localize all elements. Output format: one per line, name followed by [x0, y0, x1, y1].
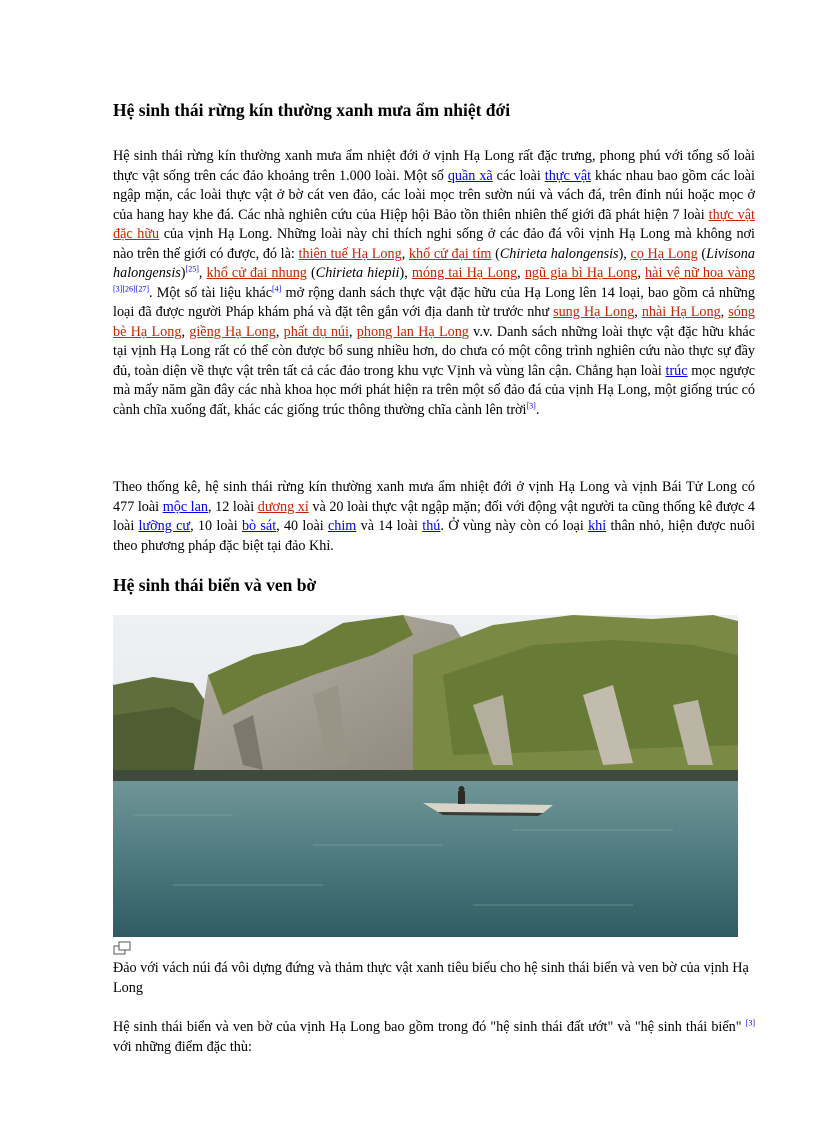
link-nhai-ha-long[interactable]: nhài Hạ Long	[641, 304, 721, 320]
link-kho-cu-dai-nhung[interactable]: khổ cử đai nhung	[206, 265, 307, 281]
link-moc-lan[interactable]: mộc lan	[162, 498, 209, 515]
ref-3-marine[interactable]: [3]	[745, 1018, 755, 1028]
link-kho-cu-dai-tim[interactable]: khổ cử đại tím	[408, 245, 492, 262]
link-duong-xi[interactable]: dương xỉ	[257, 498, 309, 515]
link-quan-xa[interactable]: quần xã	[447, 167, 493, 184]
link-bo-sat[interactable]: bò sát	[241, 518, 277, 534]
marine-paragraph-1: Hệ sinh thái biển và ven bờ của vịnh Hạ Long bao gồm trong đó "hệ sinh thái đất ướt" và "hệ sinh thái biển" [3] với những điểm đặc thù:	[113, 1018, 755, 1055]
link-sung-ha-long[interactable]: sung Hạ Long	[553, 304, 635, 320]
link-co-ha-long[interactable]: cọ Hạ Long	[630, 245, 698, 262]
link-hai-ve-nu-hoa-vang[interactable]: hài vệ nữ hoa vàng	[645, 265, 756, 281]
link-luong-cu[interactable]: lưỡng cư	[138, 518, 191, 534]
link-phat-du-nui[interactable]: phất dụ núi	[283, 323, 349, 340]
ref-25[interactable]: [25]	[185, 264, 199, 274]
link-thuc-vat-dac-huu[interactable]: thực vật đặc hữu	[113, 206, 755, 242]
link-thu[interactable]: thú	[422, 518, 441, 534]
link-gieng-ha-long[interactable]: giềng Hạ Long	[189, 323, 276, 340]
ref-3-26-27[interactable]: [3][26][27]	[113, 283, 149, 293]
section-heading-forest: Hệ sinh thái rừng kín thường xanh mưa ẩm nhiệt đới	[113, 100, 511, 120]
link-chim[interactable]: chim	[327, 518, 357, 534]
link-mong-tai-ha-long[interactable]: móng tai Hạ Long	[411, 265, 518, 281]
ref-4[interactable]: [4]	[272, 283, 282, 293]
ref-3[interactable]: [3]	[526, 400, 536, 410]
link-khi[interactable]: khỉ	[588, 518, 607, 534]
link-truc[interactable]: trúc	[665, 362, 688, 379]
magnify-clip-icon[interactable]	[113, 941, 133, 956]
halong-bay-photo	[113, 615, 738, 937]
link-ngu-gia-bi-ha-long[interactable]: ngũ gia bì Hạ Long	[524, 265, 638, 281]
forest-paragraph-1: Hệ sinh thái rừng kín thường xanh mưa ẩm nhiệt đới ở vịnh Hạ Long rất đặc trưng, phong phú với tổng số loài thực vật sống trên các đảo khoảng trên 1.000 loài. Một số quần xã các loài thực vật khác nhau bao gồm các loài ngập mặn, các loài thực vật ở bờ cát ven đảo, các loài mọc trên sườn núi và vách đá, trên đỉnh núi hoặc mọc ở của hang hay khe đá. Các nhà nghiên cứu của Hiệp hội Bảo tồn thiên nhiên thế giới đã phát hiện 7 loài thực vật đặc hữu của vịnh Hạ Long. Những loài này chỉ thích nghi sống ở các đảo đá vôi vịnh Hạ Long mà không nơi nào trên thế giới có được, đó là: thiên tuế Hạ Long, khổ cử đại tím (Chirieta halongensis), cọ Hạ Long (Livisona halongensis)[25], khổ cử đai nhung (Chirieta hiepii), móng tai Hạ Long, ngũ gia bì Hạ Long, hài vệ nữ hoa vàng [3][26][27]. Một số tài liệu khác[4] mở rộng danh sách thực vật đặc hữu của Hạ Long lên 14 loại, bao gồm cả những loại đã được người Pháp khám phá và đặt tên gắn với địa danh từ trước như sung Hạ Long, nhài Hạ Long, sóng bè Hạ Long, giềng Hạ Long, phất dụ núi, phong lan Hạ Long v.v. Danh sách những loài thực vật đặc hữu khác tại vịnh Hạ Long rất có thể còn được bổ sung nhiều hơn, do chưa có một công trình nghiên cứu nào thực sự đầy đủ, toàn diện về thực vật trên tất cả các đảo trong khu vực Vịnh và vùng lân cận. Chẳng hạn loài trúc mọc ngược mà mấy năm gần đây các nhà khoa học mới phát hiện ra trên một số đảo đá của vịnh Hạ Long, một giống trúc có cành chĩa xuống đất, khác các giống trúc thông thường chĩa cành lên trời[3].	[113, 148, 756, 418]
section-heading-marine: Hệ sinh thái biển và ven bờ	[113, 575, 317, 595]
link-thien-tue-ha-long[interactable]: thiên tuế Hạ Long	[298, 245, 402, 262]
link-song-be-ha-long[interactable]: sóng bè Hạ Long	[113, 304, 755, 340]
link-phong-lan-ha-long[interactable]: phong lan Hạ Long	[356, 323, 469, 340]
link-thuc-vat[interactable]: thực vật	[544, 167, 592, 184]
forest-paragraph-2: Theo thống kê, hệ sinh thái rừng kín thường xanh mưa ẩm nhiệt đới ở vịnh Hạ Long và vịnh Bái Tử Long có 477 loài mộc lan, 12 loài dương xỉ và 20 loài thực vật ngập mặn; đối với động vật người ta cũng thống kê được 4 loài lưỡng cư, 10 loài bò sát, 40 loài chim và 14 loài thú. Ở vùng này còn có loại khỉ thân nhỏ, hiện được nuôi theo phương pháp đặc biệt tại đảo Khỉ.	[113, 479, 756, 554]
photo-caption: Đảo với vách núi đá vôi dựng đứng và thảm thực vật xanh tiêu biểu cho hệ sinh thái biển và ven bờ của vịnh Hạ Long	[113, 960, 749, 996]
